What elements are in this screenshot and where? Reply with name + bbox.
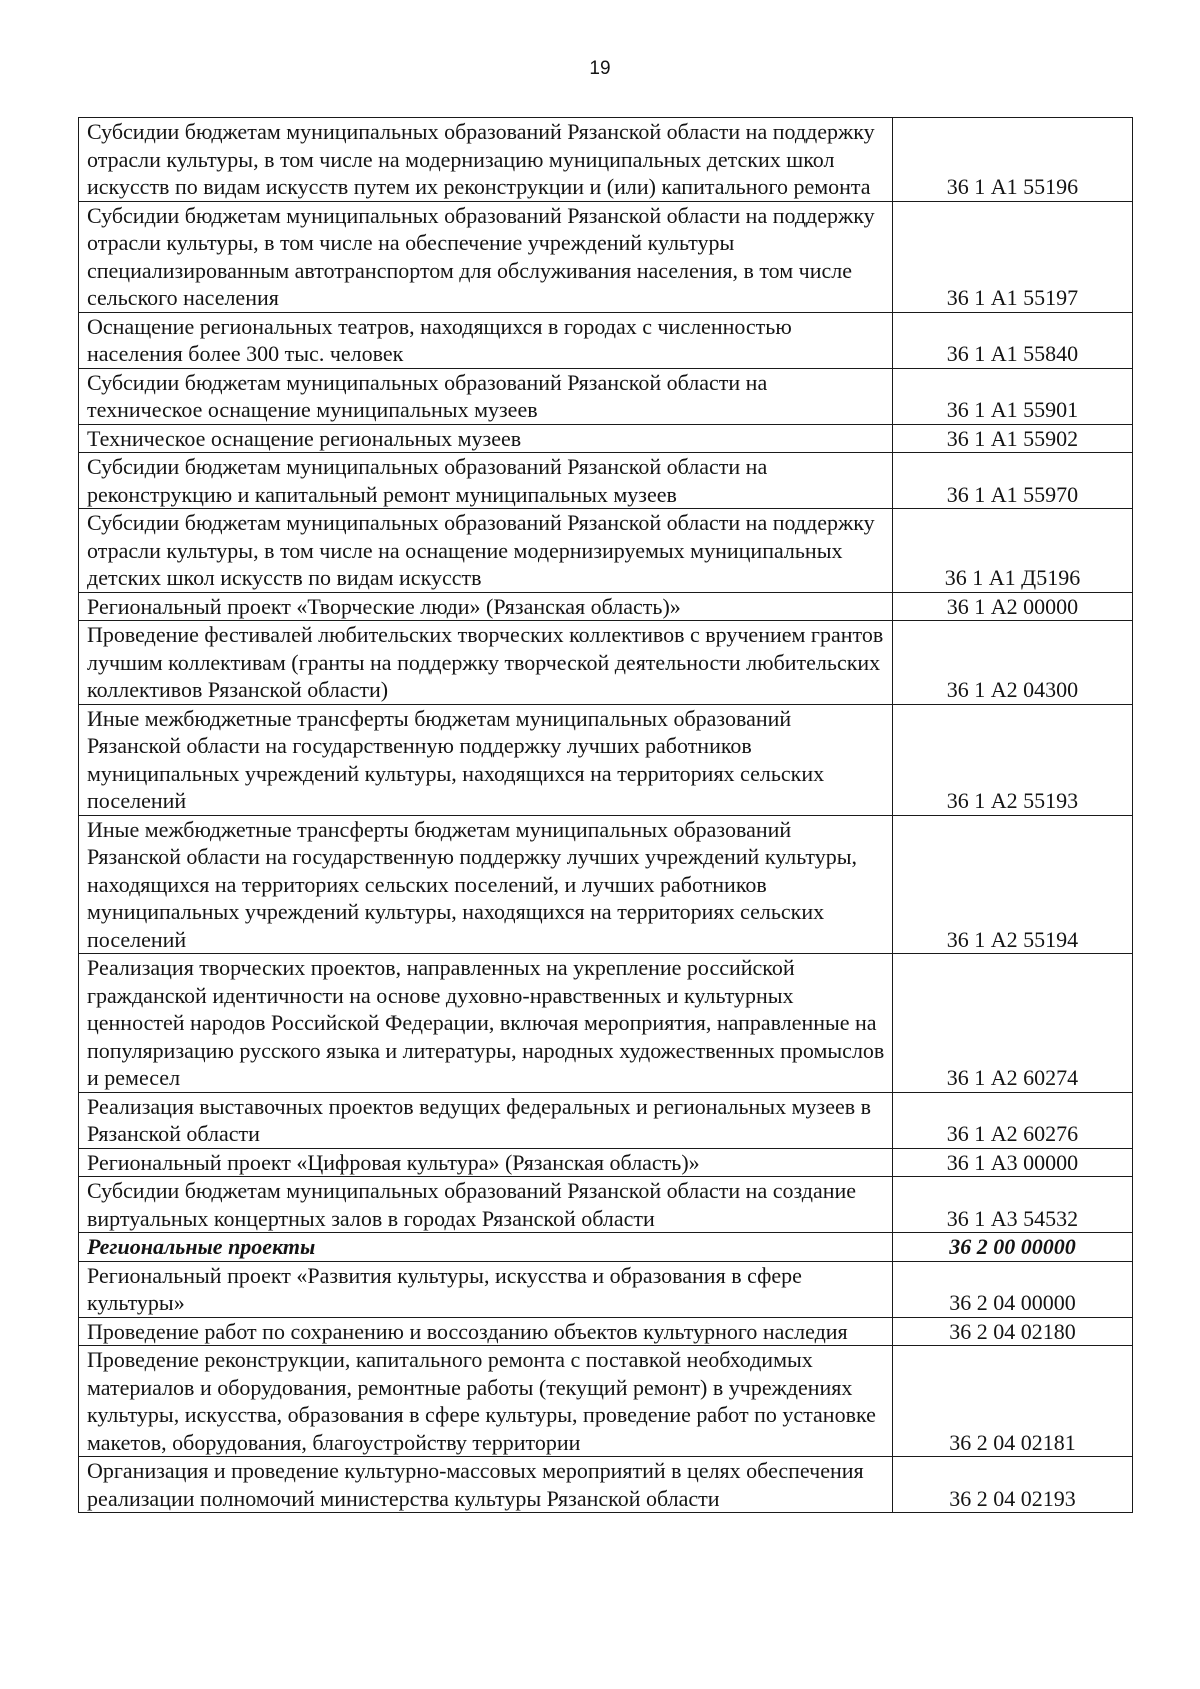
expense-item-name: Субсидии бюджетам муниципальных образований Рязанской области на реконструкцию и капитальный ремонт муниципальных музеев xyxy=(79,453,893,509)
table-row xyxy=(79,201,1133,312)
expense-item-name: Региональные проекты xyxy=(79,1233,893,1262)
expense-item-name: Реализация выставочных проектов ведущих федеральных и региональных музеев в Рязанской области xyxy=(79,1092,893,1148)
table-row xyxy=(79,1317,1133,1346)
expense-item-name: Региональный проект «Цифровая культура» (Рязанская область)» xyxy=(79,1148,893,1177)
table-row xyxy=(79,815,1133,954)
expense-item-name: Иные межбюджетные трансферты бюджетам муниципальных образований Рязанской области на государственную поддержку лучших работников муниципальных учреждений культуры, находящихся на территориях сельских поселений xyxy=(79,704,893,815)
expense-item-name: Проведение работ по сохранению и воссозданию объектов культурного наследия xyxy=(79,1317,893,1346)
table-body xyxy=(79,118,1133,1513)
expense-item-name: Субсидии бюджетам муниципальных образований Рязанской области на поддержку отрасли культуры, в том числе на обеспечение учреждений культуры специализированным автотранспортом для обслуживания населения, в том числе сельского населения xyxy=(79,201,893,312)
expense-item-name: Реализация творческих проектов, направленных на укрепление российской гражданской идентичности на основе духовно-нравственных и культурных ценностей народов Российской Федерации, включая мероприятия, направленные на популяризацию русского языка и литературы, народных художественных промыслов и ремесел xyxy=(79,954,893,1093)
classification-code: 36 1 А2 60274 xyxy=(893,954,1133,1093)
table-row xyxy=(79,1346,1133,1457)
classification-code: 36 1 А1 Д5196 xyxy=(893,509,1133,593)
classification-code: 36 1 А2 55193 xyxy=(893,704,1133,815)
table-row xyxy=(79,509,1133,593)
classification-code: 36 2 04 02180 xyxy=(893,1317,1133,1346)
table-row xyxy=(79,118,1133,202)
classification-code: 36 1 А2 60276 xyxy=(893,1092,1133,1148)
classification-code: 36 2 04 02181 xyxy=(893,1346,1133,1457)
classification-code: 36 1 А1 55970 xyxy=(893,453,1133,509)
table-row xyxy=(79,1148,1133,1177)
expense-item-name: Иные межбюджетные трансферты бюджетам муниципальных образований Рязанской области на государственную поддержку лучших учреждений культуры, находящихся на территориях сельских поселений, и лучших работников муниципальных учреждений культуры, находящихся на территориях сельских поселений xyxy=(79,815,893,954)
classification-code: 36 1 А2 55194 xyxy=(893,815,1133,954)
expense-item-name: Проведение фестивалей любительских творческих коллективов с вручением грантов лучшим коллективам (гранты на поддержку творческой деятельности любительских коллективов Рязанской области) xyxy=(79,621,893,705)
classification-code: 36 2 04 00000 xyxy=(893,1261,1133,1317)
classification-code: 36 1 А1 55196 xyxy=(893,118,1133,202)
table-row xyxy=(79,368,1133,424)
table-row xyxy=(79,954,1133,1093)
classification-code: 36 2 00 00000 xyxy=(893,1233,1133,1262)
table-row xyxy=(79,1233,1133,1262)
table-row xyxy=(79,1092,1133,1148)
classification-code: 36 1 А1 55840 xyxy=(893,312,1133,368)
expense-item-name: Субсидии бюджетам муниципальных образований Рязанской области на техническое оснащение муниципальных музеев xyxy=(79,368,893,424)
expense-item-name: Проведение реконструкции, капитального ремонта с поставкой необходимых материалов и оборудования, ремонтные работы (текущий ремонт) в учреждениях культуры, искусства, образования в сфере культуры, проведение работ по установке макетов, оборудования, благоустройству территории xyxy=(79,1346,893,1457)
classification-code: 36 1 А2 00000 xyxy=(893,592,1133,621)
table-row xyxy=(79,704,1133,815)
table-row xyxy=(79,424,1133,453)
expense-item-name: Региональный проект «Творческие люди» (Рязанская область)» xyxy=(79,592,893,621)
classification-code: 36 1 А1 55901 xyxy=(893,368,1133,424)
table-row xyxy=(79,1177,1133,1233)
expense-item-name: Оснащение региональных театров, находящихся в городах с численностью населения более 300 тыс. человек xyxy=(79,312,893,368)
classification-code: 36 1 А2 04300 xyxy=(893,621,1133,705)
expense-item-name: Субсидии бюджетам муниципальных образований Рязанской области на создание виртуальных концертных залов в городах Рязанской области xyxy=(79,1177,893,1233)
budget-classification-table xyxy=(78,117,1133,1513)
page-number: 19 xyxy=(589,58,611,79)
expense-item-name: Субсидии бюджетам муниципальных образований Рязанской области на поддержку отрасли культуры, в том числе на модернизацию муниципальных детских школ искусств по видам искусств путем их реконструкции и (или) капитального ремонта xyxy=(79,118,893,202)
table-row xyxy=(79,1261,1133,1317)
table-row xyxy=(79,312,1133,368)
classification-code: 36 2 04 02193 xyxy=(893,1457,1133,1513)
table-row xyxy=(79,453,1133,509)
expense-item-name: Региональный проект «Развития культуры, искусства и образования в сфере культуры» xyxy=(79,1261,893,1317)
classification-code: 36 1 А3 00000 xyxy=(893,1148,1133,1177)
table-row xyxy=(79,1457,1133,1513)
expense-item-name: Техническое оснащение региональных музеев xyxy=(79,424,893,453)
table-row xyxy=(79,592,1133,621)
table-row xyxy=(79,621,1133,705)
classification-code: 36 1 А1 55902 xyxy=(893,424,1133,453)
expense-item-name: Организация и проведение культурно-массовых мероприятий в целях обеспечения реализации полномочий министерства культуры Рязанской области xyxy=(79,1457,893,1513)
classification-code: 36 1 А3 54532 xyxy=(893,1177,1133,1233)
expense-item-name: Субсидии бюджетам муниципальных образований Рязанской области на поддержку отрасли культуры, в том числе на оснащение модернизируемых муниципальных детских школ искусств по видам искусств xyxy=(79,509,893,593)
classification-code: 36 1 А1 55197 xyxy=(893,201,1133,312)
